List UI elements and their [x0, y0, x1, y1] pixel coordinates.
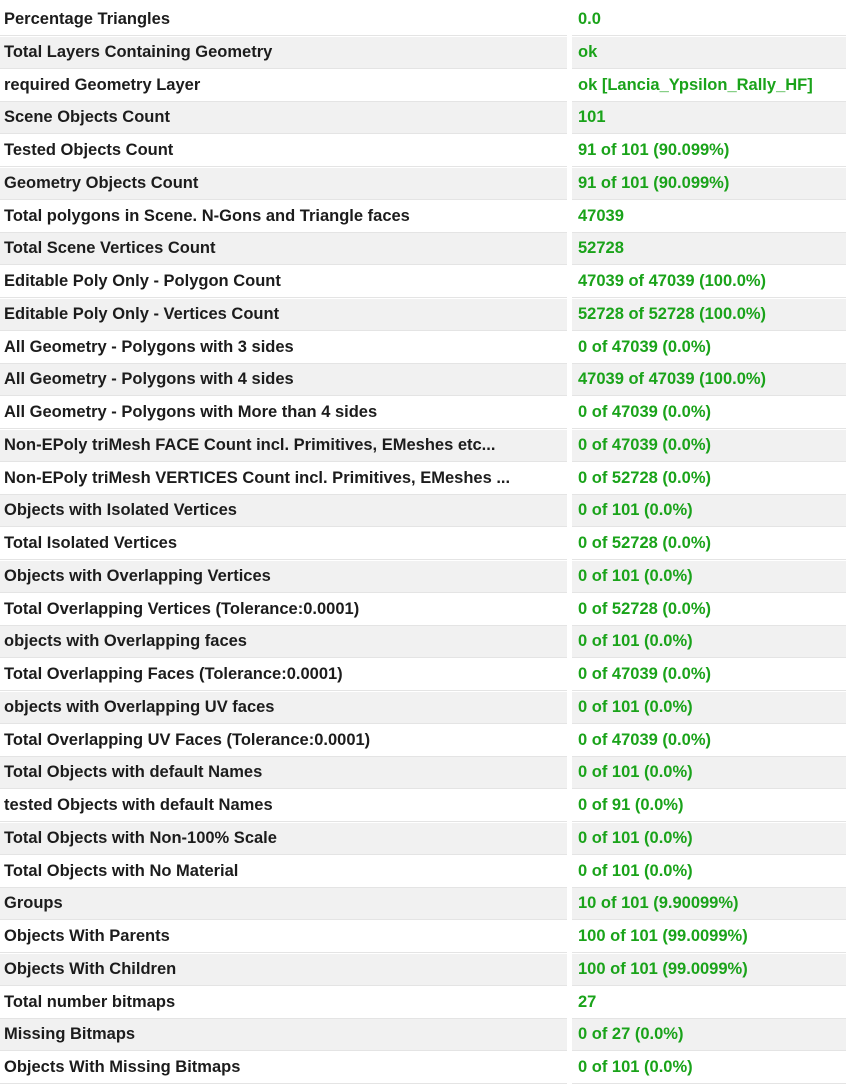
row-value: 0 of 101 (0.0%)	[572, 1052, 846, 1084]
table-row	[0, 790, 846, 822]
row-label: Non-EPoly triMesh FACE Count incl. Primitives, EMeshes etc...	[0, 430, 567, 462]
row-value: 0 of 52728 (0.0%)	[572, 463, 846, 495]
row-value: 47039	[572, 201, 846, 233]
table-row	[0, 888, 846, 920]
table-row	[0, 233, 846, 265]
row-label: All Geometry - Polygons with More than 4 sides	[0, 397, 567, 429]
row-label: Total Isolated Vertices	[0, 528, 567, 560]
row-value: 0 of 91 (0.0%)	[572, 790, 846, 822]
table-row	[0, 135, 846, 167]
row-value: 0 of 101 (0.0%)	[572, 757, 846, 789]
table-row	[0, 463, 846, 495]
row-label: Total Overlapping UV Faces (Tolerance:0.0001)	[0, 725, 567, 757]
row-value: 10 of 101 (9.90099%)	[572, 888, 846, 920]
row-value: 0 of 47039 (0.0%)	[572, 332, 846, 364]
table-row	[0, 954, 846, 986]
row-value: 91 of 101 (90.099%)	[572, 168, 846, 200]
row-label: Scene Objects Count	[0, 102, 567, 134]
row-value: 0 of 101 (0.0%)	[572, 561, 846, 593]
table-row	[0, 659, 846, 691]
row-value: 0 of 47039 (0.0%)	[572, 397, 846, 429]
table-row	[0, 299, 846, 331]
table-row	[0, 1019, 846, 1051]
row-label: Objects With Missing Bitmaps	[0, 1052, 567, 1084]
row-value: ok	[572, 37, 846, 69]
row-value: 52728 of 52728 (100.0%)	[572, 299, 846, 331]
row-label: Editable Poly Only - Polygon Count	[0, 266, 567, 298]
row-label: Total Layers Containing Geometry	[0, 37, 567, 69]
row-label: Non-EPoly triMesh VERTICES Count incl. Primitives, EMeshes ...	[0, 463, 567, 495]
table-row	[0, 430, 846, 462]
table-row	[0, 4, 846, 36]
row-value: 0.0	[572, 4, 846, 36]
row-value: 47039 of 47039 (100.0%)	[572, 364, 846, 396]
table-row	[0, 495, 846, 527]
table-row	[0, 594, 846, 626]
row-label: Total Overlapping Vertices (Tolerance:0.0001)	[0, 594, 567, 626]
row-label: objects with Overlapping faces	[0, 626, 567, 658]
row-label: All Geometry - Polygons with 4 sides	[0, 364, 567, 396]
table-row	[0, 561, 846, 593]
row-label: Missing Bitmaps	[0, 1019, 567, 1051]
table-row	[0, 102, 846, 134]
row-label: objects with Overlapping UV faces	[0, 692, 567, 724]
row-value: 52728	[572, 233, 846, 265]
table-row	[0, 856, 846, 888]
row-value: 0 of 47039 (0.0%)	[572, 725, 846, 757]
table-row	[0, 725, 846, 757]
row-label: Total Objects with default Names	[0, 757, 567, 789]
row-label: Objects With Children	[0, 954, 567, 986]
row-label: Objects with Isolated Vertices	[0, 495, 567, 527]
row-value: ok [Lancia_Ypsilon_Rally_HF]	[572, 70, 846, 102]
row-label: Total Overlapping Faces (Tolerance:0.0001)	[0, 659, 567, 691]
row-label: tested Objects with default Names	[0, 790, 567, 822]
row-value: 0 of 52728 (0.0%)	[572, 594, 846, 626]
row-value: 0 of 101 (0.0%)	[572, 856, 846, 888]
row-label: Total Objects with Non-100% Scale	[0, 823, 567, 855]
table-row	[0, 168, 846, 200]
row-value: 0 of 47039 (0.0%)	[572, 659, 846, 691]
row-label: Tested Objects Count	[0, 135, 567, 167]
table-row	[0, 332, 846, 364]
row-label: Geometry Objects Count	[0, 168, 567, 200]
row-value: 0 of 101 (0.0%)	[572, 692, 846, 724]
table-row	[0, 987, 846, 1019]
row-value: 0 of 101 (0.0%)	[572, 495, 846, 527]
row-value: 47039 of 47039 (100.0%)	[572, 266, 846, 298]
row-label: Objects with Overlapping Vertices	[0, 561, 567, 593]
table-row	[0, 397, 846, 429]
row-value: 101	[572, 102, 846, 134]
table-row	[0, 626, 846, 658]
row-label: Objects With Parents	[0, 921, 567, 953]
row-label: Percentage Triangles	[0, 4, 567, 36]
row-label: Total number bitmaps	[0, 987, 567, 1019]
table-row	[0, 528, 846, 560]
row-label: Editable Poly Only - Vertices Count	[0, 299, 567, 331]
table-row	[0, 1052, 846, 1084]
row-label: Total polygons in Scene. N-Gons and Triangle faces	[0, 201, 567, 233]
row-value: 0 of 52728 (0.0%)	[572, 528, 846, 560]
row-label: Groups	[0, 888, 567, 920]
table-row	[0, 921, 846, 953]
table-row	[0, 757, 846, 789]
table-row	[0, 201, 846, 233]
table-row	[0, 823, 846, 855]
table-row	[0, 364, 846, 396]
row-value: 91 of 101 (90.099%)	[572, 135, 846, 167]
row-value: 100 of 101 (99.0099%)	[572, 954, 846, 986]
row-label: required Geometry Layer	[0, 70, 567, 102]
table-row	[0, 37, 846, 69]
row-value: 100 of 101 (99.0099%)	[572, 921, 846, 953]
row-value: 0 of 27 (0.0%)	[572, 1019, 846, 1051]
row-value: 0 of 47039 (0.0%)	[572, 430, 846, 462]
row-label: Total Objects with No Material	[0, 856, 567, 888]
table-row	[0, 70, 846, 102]
table-row	[0, 692, 846, 724]
row-value: 0 of 101 (0.0%)	[572, 823, 846, 855]
row-value: 27	[572, 987, 846, 1019]
table-row	[0, 266, 846, 298]
row-value: 0 of 101 (0.0%)	[572, 626, 846, 658]
row-label: Total Scene Vertices Count	[0, 233, 567, 265]
row-label: All Geometry - Polygons with 3 sides	[0, 332, 567, 364]
